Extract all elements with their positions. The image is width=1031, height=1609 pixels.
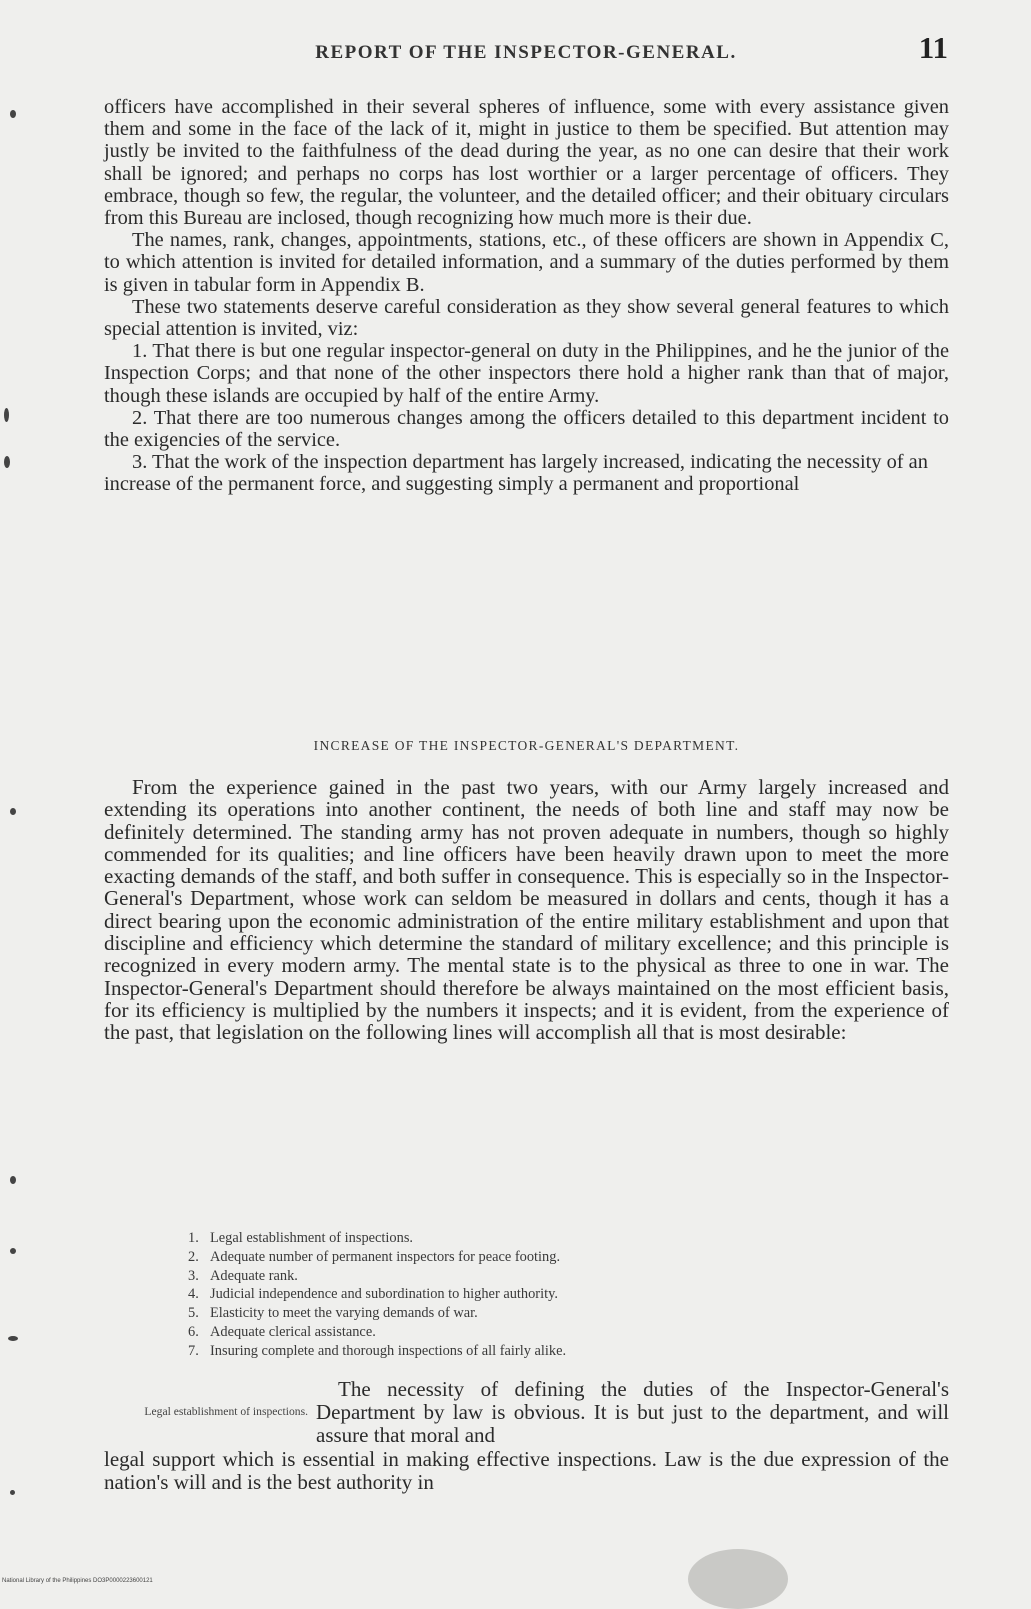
list-text: Elasticity to meet the varying demands of war. [210,1305,478,1322]
numbered-list [188,1229,888,1361]
scan-speck [8,1336,18,1341]
scan-speck [4,408,9,422]
list-item [188,1285,888,1304]
list-item [188,1248,888,1267]
text-block-bottom [104,1378,949,1494]
scan-speck [10,1248,16,1254]
numbered-paragraph: 2. That there are too numerous changes among the officers detailed to this department incident to the exigencies of the service. [104,406,949,452]
list-text: Adequate number of permanent inspectors for peace footing. [210,1248,561,1265]
running-head: REPORT OF THE INSPECTOR-GENERAL. [315,42,737,63]
paragraph: officers have accomplished in their several spheres of influence, some with every assistance given them and some in the face of the lack of it, might in justice to them be specified. But attention may justly be invited to the faithfulness of the dead during the year, as no one can desire that their work shall be ignored; and perhaps no corps has lost worthier or a larger percentage of officers. They embrace, though so few, the regular, the volunteer, and the detailed officer; and their obituary circulars from this Bureau are inclosed, though recognizing how much more is their due. [104,96,949,230]
scan-speck [10,1176,16,1184]
scan-speck [10,808,16,815]
paragraph: These two statements deserve careful consideration as they show several general features to which special attention is invited, viz: [104,295,949,341]
list-item [188,1304,888,1323]
list-text: Judicial independence and subordination to higher authority. [210,1286,558,1303]
margin-sidenote: Legal establishment of inspections. [144,1405,308,1418]
list-item [188,1229,888,1248]
list-number: 5. [188,1305,199,1322]
list-number: 3. [188,1267,199,1284]
digitization-imprint: National Library of the Philippines DO3P0000223600121 [2,1578,153,1584]
list-text: Adequate clerical assistance. [210,1323,376,1340]
paragraph: From the experience gained in the past two years, with our Army largely increased and extending its operations into another continent, the needs of both line and staff may now be definitely determined. The standing army has not proven adequate in numbers, though so highly commended for its qualities; and line officers have been heavily drawn upon to meet the more exacting demands of the staff, and both suffer in consequence. This is especially so in the Inspector-General's Department, whose work can seldom be measured in dollars and cents, though it has a direct bearing upon the economic administration of the entire military establishment and upon that discipline and efficiency which determine the standard of military excellence; and this principle is recognized in every modern army. The mental state is to the physical as three to one in war. The Inspector-General's Department should therefore be always maintained on the most efficient basis, for its efficiency is multiplied by the numbers it inspects; and it is evident, from the experience of the past, that legislation on the following lines will accomplish all that is most desirable: [104,775,949,1045]
list-number: 1. [188,1230,199,1246]
paragraph-continued: legal support which is essential in making effective inspections. Law is the due expression of the nation's will and is the best authority in [104,1446,949,1494]
list-number: 7. [188,1342,199,1359]
list-number: 2. [188,1248,199,1265]
page-number: 11 [918,30,948,65]
stamp-mark [688,1549,788,1609]
numbered-paragraph: 1. That there is but one regular inspector-general on duty in the Philippines, and he the junior of the Inspection Corps; and that none of the other inspectors there hold a higher rank than that of major, though these islands are occupied by half of the entire Army. [104,340,949,407]
section-heading: INCREASE OF THE INSPECTOR-GENERAL'S DEPARTMENT. [313,738,740,753]
scan-speck [4,456,10,468]
page-header [104,30,948,74]
list-item [188,1267,888,1286]
list-item [188,1323,888,1342]
paragraph: The names, rank, changes, appointments, stations, etc., of these officers are shown in Appendix C, to which attention is invited for detailed information, and a summary of the duties performed by them is given in tabular form in Appendix B. [104,229,949,296]
list-number: 6. [188,1323,199,1340]
list-item [188,1342,888,1361]
text-block-main [104,776,949,1044]
scan-speck [10,1490,15,1495]
list-text: Legal establishment of inspections. [210,1230,414,1246]
list-text: Insuring complete and thorough inspections of all fairly alike. [210,1342,567,1359]
scan-speck [10,110,16,118]
text-block-top [104,96,949,496]
list-number: 4. [188,1286,199,1303]
paragraph-lead: The necessity of defining the duties of the Inspector-General's Department by law is obvious. It is but just to the department, and will assure that moral and [316,1377,949,1448]
list-text: Adequate rank. [210,1267,298,1284]
numbered-paragraph: 3. That the work of the inspection department has largely increased, indicating the necessity of an increase of the permanent force, and suggesting simply a permanent and proportional [104,451,928,496]
